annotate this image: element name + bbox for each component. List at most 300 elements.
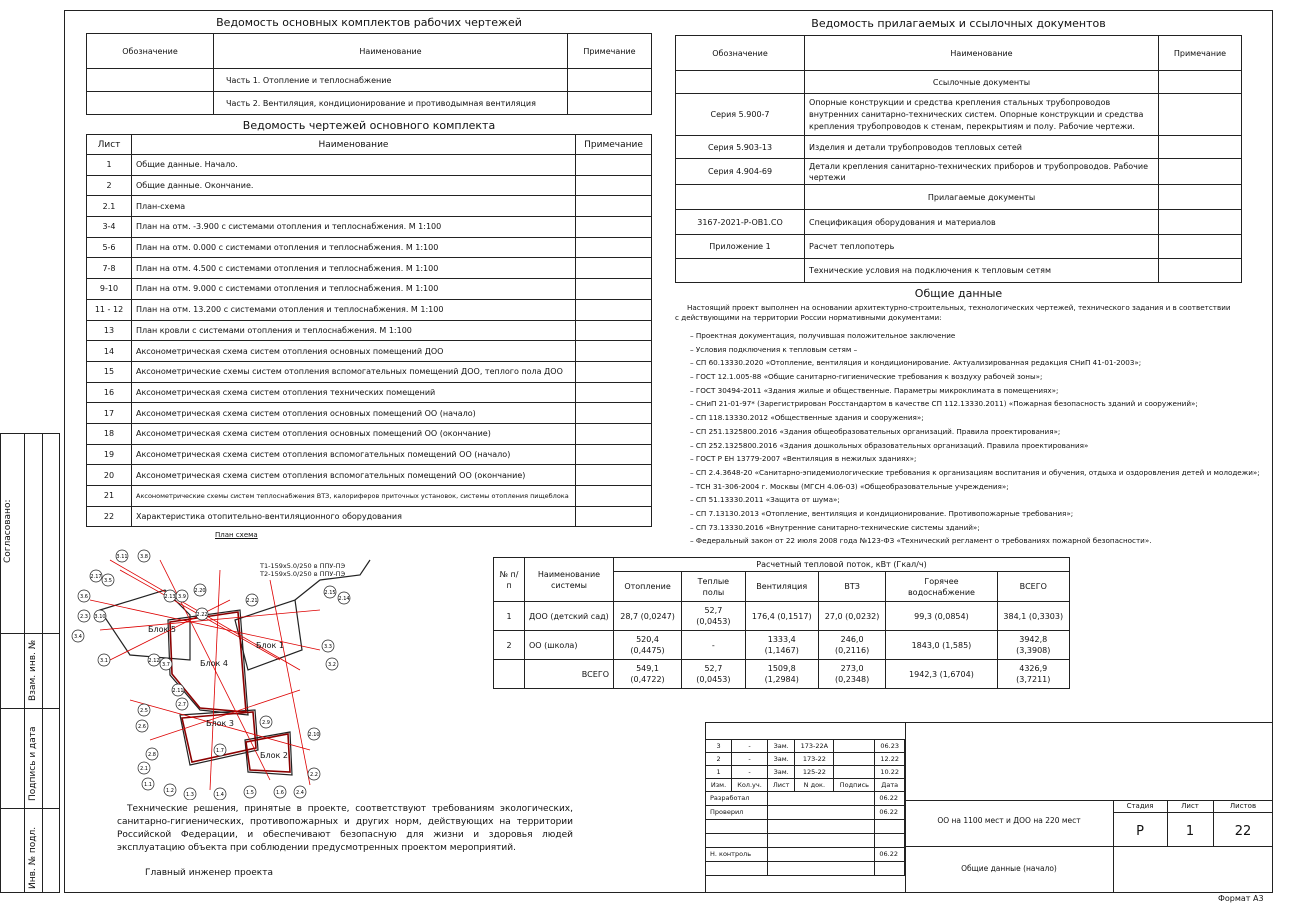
drawing-name: План на отм. 0.000 с системами отопления и теплоснабжения. М 1:100 <box>132 237 576 258</box>
plan-node-label: 2.3 <box>80 614 88 620</box>
plan-scheme <box>70 540 400 800</box>
drawings-title: Ведомость чертежей основного комплекта <box>242 119 496 132</box>
general-title: Общие данные <box>914 287 1003 300</box>
plan-node-label: 2.21 <box>246 598 258 604</box>
main-sets-col-code: Обозначение <box>87 34 214 69</box>
drawing-name: План на отм. 4.500 с системами отопления и теплоснабжения. М 1:100 <box>132 258 576 279</box>
general-list-item <box>690 427 1260 441</box>
revision-n: 2 <box>706 752 732 765</box>
pipe-t2-label: Т2-159х5.0/250 в ППУ-ПЭ <box>260 570 346 578</box>
drawings-row <box>87 279 652 300</box>
general-list-item <box>690 358 1260 372</box>
att-code <box>676 259 805 283</box>
replace-inv-label: Взам. инв. № <box>28 639 38 701</box>
plan-node-label: 1.6 <box>276 790 284 796</box>
general-list-item <box>690 454 1260 468</box>
heat-row <box>494 602 1070 631</box>
heat-value: 99,3 (0,0854) <box>886 602 997 631</box>
block-5-outline <box>100 590 190 660</box>
drawing-name: Общие данные. Начало. <box>132 155 576 176</box>
att-name: Спецификация оборудования и материалов <box>805 210 1159 235</box>
heat-caption: Расчетный тепловой поток, кВт (Гкал/ч) <box>614 558 1070 572</box>
drawing-sheet-num: 16 <box>87 382 132 403</box>
sheet-value: 1 <box>1185 824 1195 839</box>
heat-value: 28,7 (0,0247) <box>614 602 682 631</box>
drawing-sheet-num: 2.1 <box>87 196 132 217</box>
drawing-name: Аксонометрическая схема систем отопления основных помещений ОО (окончание) <box>132 423 576 444</box>
list-dash: – <box>690 481 696 491</box>
heat-row <box>494 631 1070 660</box>
plan-node-label: 1.2 <box>166 788 174 794</box>
drawing-sheet-num: 5-6 <box>87 237 132 258</box>
plan-node-label: 2.12 <box>148 658 160 664</box>
statement-text: Технические решения, принятые в проекте, соответствуют требованиям экологических, санитарно-гигиенических, противопожарных и других норм, действующих на территории Российской Федерации, и обеспечивают безопасную для жизни и здоровья людей эксплуатацию объекта при соблюдении предусмотренных проектом мероприятий. <box>117 804 573 853</box>
general-list-item <box>690 482 1260 496</box>
drawing-name: Аксонометрические схемы систем теплоснабжения ВТЗ, калориферов приточных установок, системы отопления пищеблока <box>132 486 576 507</box>
heat-col-header: Теплые полы <box>682 572 746 602</box>
list-dash: – <box>690 413 696 423</box>
block-5-label: Блок 5 <box>148 625 176 634</box>
chief-engineer: Главный инженер проекта <box>145 868 273 878</box>
list-dash: – <box>690 495 696 505</box>
drawing-name: Характеристика отопительно-вентиляционного оборудования <box>132 506 576 527</box>
plan-hidden-lists <box>300 900 301 901</box>
plan-node-label: 2.13 <box>164 594 176 600</box>
drawing-sheet-num: 13 <box>87 320 132 341</box>
heat-num: 1 <box>494 602 525 631</box>
rev-head <box>706 778 905 791</box>
heat-value: 1843,0 (1,585) <box>886 631 997 660</box>
heat-col-sys: Наименование системы <box>525 558 614 602</box>
heat-value: - <box>682 631 746 660</box>
general-list-item <box>690 495 1260 509</box>
ncontrol-date: 06.22 <box>875 847 905 861</box>
att-name: Расчет теплопотерь <box>805 235 1159 259</box>
sheet-label: Лист <box>1181 802 1199 810</box>
drawing-note <box>576 403 652 424</box>
heat-value: 384,1 (0,3303) <box>997 602 1069 631</box>
heat-col-header: ВТЗ <box>818 572 886 602</box>
drawing-name: План кровли с системами отопления и теплоснабжения. М 1:100 <box>132 320 576 341</box>
revision-date: 12.22 <box>875 752 905 765</box>
block-3-label: Блок 3 <box>206 719 234 728</box>
plan-node-label: 1.5 <box>246 790 254 796</box>
format-label: Формат А3 <box>1218 894 1264 903</box>
revision-sign <box>834 765 875 778</box>
developed-date: 06.22 <box>875 791 905 805</box>
ncontrol-label: Н. контроль <box>706 847 768 861</box>
left-stamp-strip <box>0 433 60 893</box>
heat-value: 176,4 (0,1517) <box>745 602 818 631</box>
plan-node-label: 2.8 <box>148 752 156 758</box>
sheets-value: 22 <box>1234 824 1252 839</box>
main-sets-col-name: Наименование <box>214 34 568 69</box>
general-list-text: СП 51.13330.2011 «Защита от шума»; <box>695 495 840 505</box>
plan-node-label: 3.6 <box>80 594 88 600</box>
drawing-sheet-num: 1 <box>87 155 132 176</box>
drawings-row <box>87 217 652 238</box>
drawing-note <box>576 217 652 238</box>
ref-code: Серия 5.903-13 <box>676 136 805 159</box>
heat-value: 1333,4 (1,1467) <box>745 631 818 660</box>
revision-row <box>706 752 905 765</box>
general-list-text: СП 7.13130.2013 «Отопление, вентиляция и кондиционирование. Противопожарные требования»; <box>695 508 1074 518</box>
plan-node-label: 1.4 <box>216 792 224 798</box>
drawing-note <box>576 423 652 444</box>
sign-date-label: Подпись и дата <box>28 726 38 801</box>
revision-t: Зам. <box>768 765 795 778</box>
drawing-name: План-схема <box>132 196 576 217</box>
general-list-item <box>690 345 1260 359</box>
drawing-note <box>576 506 652 527</box>
drawings-col-sheet: Лист <box>87 135 132 155</box>
ref-name: Опорные конструкции и средства крепления стальных трубопроводов внутренних санитарно-технических систем. Опорные конструкции и средства крепления трубопроводов к стенам, перекрытиям и полу. Рабочие чертежи. <box>805 94 1159 136</box>
plan-node-label: 2.5 <box>140 708 148 714</box>
heat-num: 2 <box>494 631 525 660</box>
general-list-item <box>690 509 1260 523</box>
plan-node-label: 3.4 <box>74 634 82 640</box>
plan-node-label: 2.4 <box>296 790 304 796</box>
plan-node-label: 2.10 <box>308 732 320 738</box>
inv-orig-label: Инв. № подл. <box>28 826 38 889</box>
heat-value: 246,0 (0,2116) <box>818 631 886 660</box>
revision-date: 06.23 <box>875 739 905 752</box>
revision-row <box>706 765 905 778</box>
drawing-sheet-num: 17 <box>87 403 132 424</box>
general-list-item <box>690 386 1260 400</box>
heat-value: 27,0 (0,0232) <box>818 602 886 631</box>
plan-node-label: 3.2 <box>328 662 336 668</box>
plan-node-label: 1.7 <box>216 748 224 754</box>
drawings-body <box>87 155 652 527</box>
heat-system: ОО (школа) <box>525 631 614 660</box>
drawings-row <box>87 465 652 486</box>
drawing-note <box>576 341 652 362</box>
rev-header: Дата <box>875 778 905 791</box>
drawings-row <box>87 361 652 382</box>
drawing-sheet-num: 11 - 12 <box>87 299 132 320</box>
drawing-sheet-num: 15 <box>87 361 132 382</box>
ref-section-att: Прилагаемые документы <box>805 185 1159 210</box>
list-dash: – <box>690 508 696 518</box>
general-list-text: СП 252.1325800.2016 «Здания дошкольных образовательных организаций. Правила проектирования» <box>695 440 1089 450</box>
general-list-text: СП 73.13330.2016 «Внутренние санитарно-технические системы зданий»; <box>695 522 980 532</box>
plan-node-label: 1.3 <box>186 792 194 798</box>
list-dash: – <box>690 467 696 477</box>
drawings-row <box>87 341 652 362</box>
rev-header: Лист <box>768 778 795 791</box>
plan-node-label: 3.1 <box>100 658 108 664</box>
rev-header: Подпись <box>834 778 875 791</box>
checked-label: Проверил <box>706 805 768 819</box>
general-list-text: ГОСТ 30494-2011 «Здания жилые и общественные. Параметры микроклимата в помещениях»; <box>695 385 1059 395</box>
object-name: ОО на 1100 мест и ДОО на 220 мест <box>937 816 1081 825</box>
drawing-name: Общие данные. Окончание. <box>132 175 576 196</box>
general-list <box>690 331 1260 550</box>
ref-section-ref: Ссылочные документы <box>805 71 1159 94</box>
sheets-label: Листов <box>1229 802 1257 810</box>
developed-label: Разработал <box>706 791 768 805</box>
drawing-name: План на отм. -3.900 с системами отопления и теплоснабжения. М 1:100 <box>132 217 576 238</box>
drawing-name: Аксонометрическая схема систем отопления вспомогательных помещений ОО (окончание) <box>132 465 576 486</box>
general-list-item <box>690 413 1260 427</box>
list-dash: – <box>690 522 696 532</box>
stage-label: Стадия <box>1126 802 1154 810</box>
drawing-sheet-num: 22 <box>87 506 132 527</box>
main-sets-code <box>87 92 214 115</box>
block-1-outline <box>235 600 302 670</box>
drawings-row <box>87 258 652 279</box>
heat-value: 1942,3 (1,6704) <box>886 660 997 689</box>
general-list-text: ГОСТ 12.1.005-88 «Общие санитарно-гигиенические требования к воздуху рабочей зоны»; <box>695 372 1043 382</box>
plan-pipes <box>260 562 345 578</box>
revision-k: - <box>732 765 768 778</box>
general-intro-text: Настоящий проект выполнен на основании архитектурно-строительных, технологических чертежей, технического задания и в соответствии с действующими на территории России нормативными документами: <box>675 303 1231 322</box>
drawing-note <box>576 320 652 341</box>
ref-col-code: Обозначение <box>676 36 805 71</box>
ref-code: Серия 5.900-7 <box>676 94 805 136</box>
att-name: Технические условия на подключения к тепловым сетям <box>805 259 1159 283</box>
drawings-row <box>87 196 652 217</box>
ref-name: Изделия и детали трубопроводов тепловых сетей <box>805 136 1159 159</box>
general-list-text: СП 118.13330.2012 «Общественные здания и сооружения»; <box>695 413 924 423</box>
heat-col-num: № п/п <box>494 558 525 602</box>
drawings-row <box>87 423 652 444</box>
drawing-sheet-num: 7-8 <box>87 258 132 279</box>
plan-node-label: 1.1 <box>144 782 152 788</box>
drawing-note <box>576 299 652 320</box>
heat-value: 273,0 (0,2348) <box>818 660 886 689</box>
drawing-sheet-num: 9-10 <box>87 279 132 300</box>
main-sets-title: Ведомость основных комплектов рабочих чертежей <box>216 16 522 29</box>
drawing-note <box>576 465 652 486</box>
heat-col-header: ВСЕГО <box>997 572 1069 602</box>
plan-node-label: 2.11 <box>172 688 184 694</box>
plan-node-label: 2.22 <box>196 612 208 618</box>
heat-col-header: Горячее водоснабжение <box>886 572 997 602</box>
revision-k: - <box>732 752 768 765</box>
plan-caption: План схема <box>215 531 258 539</box>
plan-node-label: 2.9 <box>262 720 270 726</box>
drawings-row <box>87 320 652 341</box>
revision-k: - <box>732 739 768 752</box>
general-list-text: ГОСТ Р ЕН 13779-2007 «Вентиляция в нежилых зданиях»; <box>695 454 917 464</box>
drawing-sheet-num: 18 <box>87 423 132 444</box>
drawing-note <box>576 237 652 258</box>
drawings-row <box>87 444 652 465</box>
list-dash: – <box>690 331 696 340</box>
drawing-note <box>576 444 652 465</box>
rev-header: Изм. <box>706 778 732 791</box>
sheet-title: Общие данные (начало) <box>961 864 1057 873</box>
checked-date: 06.22 <box>875 805 905 819</box>
main-sets-note <box>568 92 652 115</box>
general-list-item <box>690 372 1260 386</box>
heat-col-header: Вентиляция <box>745 572 818 602</box>
drawing-sheet-num: 21 <box>87 486 132 507</box>
general-list-text: СНиП 21-01-97* (Зарегистрирован Росстандартом в качестве СП 112.13330.2011) «Пожарная безопасность зданий и сооружений»; <box>695 399 1198 409</box>
list-dash: – <box>690 385 696 395</box>
plan-node-label: 3.8 <box>140 554 148 560</box>
rev-body <box>706 739 905 778</box>
list-dash: – <box>690 372 696 382</box>
revision-doc: 125-22 <box>795 765 834 778</box>
revision-n: 1 <box>706 765 732 778</box>
general-list-item <box>690 523 1260 537</box>
rev-header: N док. <box>795 778 834 791</box>
general-list-item <box>690 331 1260 345</box>
drawing-note <box>576 155 652 176</box>
general-intro <box>675 303 1235 323</box>
ref-docs-table <box>675 35 1242 283</box>
drawing-sheet-num: 14 <box>87 341 132 362</box>
drawing-note <box>576 279 652 300</box>
revision-sign <box>834 739 875 752</box>
plan-node-label: 2.15 <box>324 590 336 596</box>
rev-header: Кол.уч. <box>732 778 768 791</box>
revision-doc: 173-22А <box>795 739 834 752</box>
heat-value: 549,1 (0,4722) <box>614 660 682 689</box>
revision-sign <box>834 752 875 765</box>
list-dash: – <box>690 536 696 546</box>
list-dash: – <box>690 358 696 368</box>
pipe-t1-label: Т1-159х5.0/250 в ППУ-ПЭ <box>260 562 346 570</box>
general-list-text: Условия подключения к тепловым сетям – <box>695 344 858 354</box>
ref-code: Серия 4.904-69 <box>676 159 805 185</box>
main-sets-col-note: Примечание <box>568 34 652 69</box>
heat-value: 1509,8 (1,2984) <box>745 660 818 689</box>
drawings-row <box>87 175 652 196</box>
heat-system: ВСЕГО <box>525 660 614 689</box>
main-sets-name: Часть 1. Отопление и теплоснабжение <box>214 69 568 92</box>
heat-value: 520,4 (0,4475) <box>614 631 682 660</box>
heat-row <box>494 660 1070 689</box>
drawing-sheet-num: 20 <box>87 465 132 486</box>
drawings-row <box>87 299 652 320</box>
heat-body <box>494 602 1070 689</box>
revision-n: 3 <box>706 739 732 752</box>
heat-value: 3942,8 (3,3908) <box>997 631 1069 660</box>
heat-value: 4326,9 (3,7211) <box>997 660 1069 689</box>
ref-docs-title: Ведомость прилагаемых и ссылочных документов <box>811 17 1106 30</box>
block-2-label: Блок 2 <box>260 751 288 760</box>
drawing-name: Аксонометрическая схема систем отопления основных помещений ОО (начало) <box>132 403 576 424</box>
plan-node-label: 3.9 <box>178 594 186 600</box>
general-list-item <box>690 468 1260 482</box>
heat-value: 52,7 (0,0453) <box>682 660 746 689</box>
list-dash: – <box>690 426 696 436</box>
ref-col-name: Наименование <box>805 36 1159 71</box>
drawings-table <box>86 134 652 527</box>
list-dash: – <box>690 344 696 354</box>
plan-node-label: 3.7 <box>162 662 170 668</box>
drawings-row <box>87 403 652 424</box>
drawing-note <box>576 486 652 507</box>
drawing-name: Аксонометрическая схема систем отопления основных помещений ДОО <box>132 341 576 362</box>
plan-node-label: 3.5 <box>104 578 112 584</box>
revisions-table <box>705 739 905 876</box>
revision-t: Зам. <box>768 739 795 752</box>
plan-node-label: 3.11 <box>116 554 128 560</box>
drawings-row <box>87 486 652 507</box>
plan-node-label: 3.10 <box>94 614 106 620</box>
ref-name: Детали крепления санитарно-технических приборов и трубопроводов. Рабочие чертежи <box>805 159 1159 185</box>
general-list-item <box>690 399 1260 413</box>
drawings-row <box>87 155 652 176</box>
drawing-name: План на отм. 9.000 с системами отопления и теплоснабжения. М 1:100 <box>132 279 576 300</box>
drawings-row <box>87 237 652 258</box>
plan-node-label: 3.3 <box>324 644 332 650</box>
heat-table <box>493 557 1070 689</box>
general-list-text: Федеральный закон от 22 июля 2008 года №123-ФЗ «Технический регламент о требованиях пожарной безопасности». <box>695 536 1152 546</box>
plan-node-label: 2.7 <box>178 702 186 708</box>
drawings-row <box>87 506 652 527</box>
main-sets-note <box>568 69 652 92</box>
drawing-name: План на отм. 13.200 с системами отопления и теплоснабжения. М 1:100 <box>132 299 576 320</box>
main-sets-table <box>86 33 652 115</box>
drawing-sheet-num: 3-4 <box>87 217 132 238</box>
list-dash: – <box>690 454 696 464</box>
drawing-sheet-num: 2 <box>87 175 132 196</box>
drawing-sheet-num: 19 <box>87 444 132 465</box>
general-list-text: ТСН 31-306-2004 г. Москвы (МГСН 4.06-03) «Общеобразовательные учреждения»; <box>695 481 1009 491</box>
drawing-note <box>576 361 652 382</box>
heat-col-header: Отопление <box>614 572 682 602</box>
att-code: Приложение 1 <box>676 235 805 259</box>
plan-node-label: 2.6 <box>138 724 146 730</box>
drawing-note <box>576 382 652 403</box>
drawing-note <box>576 258 652 279</box>
block-4-label: Блок 4 <box>200 659 228 668</box>
heat-num <box>494 660 525 689</box>
plan-node-label: 2.2 <box>310 772 318 778</box>
block-1-label: Блок 1 <box>256 641 284 650</box>
general-list-text: СП 251.1325800.2016 «Здания общеобразовательных организаций. Правила проектирования»; <box>695 426 1061 436</box>
main-sets-code <box>87 69 214 92</box>
drawing-name: Аксонометрическая схема систем отопления технических помещений <box>132 382 576 403</box>
general-list-item <box>690 536 1260 550</box>
drawings-col-note: Примечание <box>576 135 652 155</box>
main-sets-name: Часть 2. Вентиляция, кондиционирование и противодымная вентиляция <box>214 92 568 115</box>
general-list-item <box>690 441 1260 455</box>
drawings-row <box>87 382 652 403</box>
heat-system: ДОО (детский сад) <box>525 602 614 631</box>
plan-node-label: 2.1 <box>140 766 148 772</box>
general-list-text: Проектная документация, получившая положительное заключение <box>695 331 956 340</box>
plan-node-label: 2.14 <box>338 596 350 602</box>
revision-date: 10.22 <box>875 765 905 778</box>
drawing-name: Аксонометрическая схема систем отопления вспомогательных помещений ОО (начало) <box>132 444 576 465</box>
general-list-text: СП 2.4.3648-20 «Санитарно-эпидемиологические требования к организациям воспитания и обучения, отдыха и оздоровления детей и молодежи»; <box>695 467 1260 477</box>
att-code: 3167-2021-Р-ОВ1.СО <box>676 210 805 235</box>
title-block <box>705 722 1273 893</box>
agreed-label: Согласовано: <box>3 499 13 563</box>
heat-value: 52,7 (0,0453) <box>682 602 746 631</box>
list-dash: – <box>690 399 696 409</box>
drawing-note <box>576 175 652 196</box>
list-dash: – <box>690 440 696 450</box>
revision-t: Зам. <box>768 752 795 765</box>
drawing-name: Аксонометрические схемы систем отопления вспомогательных помещений ДОО, теплого пола ДОО <box>132 361 576 382</box>
ref-col-note: Примечание <box>1159 36 1242 71</box>
plan-node-label: 2.17 <box>90 574 102 580</box>
drawing-note <box>576 196 652 217</box>
plan-block-list <box>300 900 301 901</box>
general-list-text: СП 60.13330.2020 «Отопление, вентиляция и кондиционирование. Актуализированная редакция СНиП 41-01-2003»; <box>695 358 1142 368</box>
stage-value: Р <box>1136 824 1144 839</box>
revision-row <box>706 739 905 752</box>
drawings-col-name: Наименование <box>132 135 576 155</box>
